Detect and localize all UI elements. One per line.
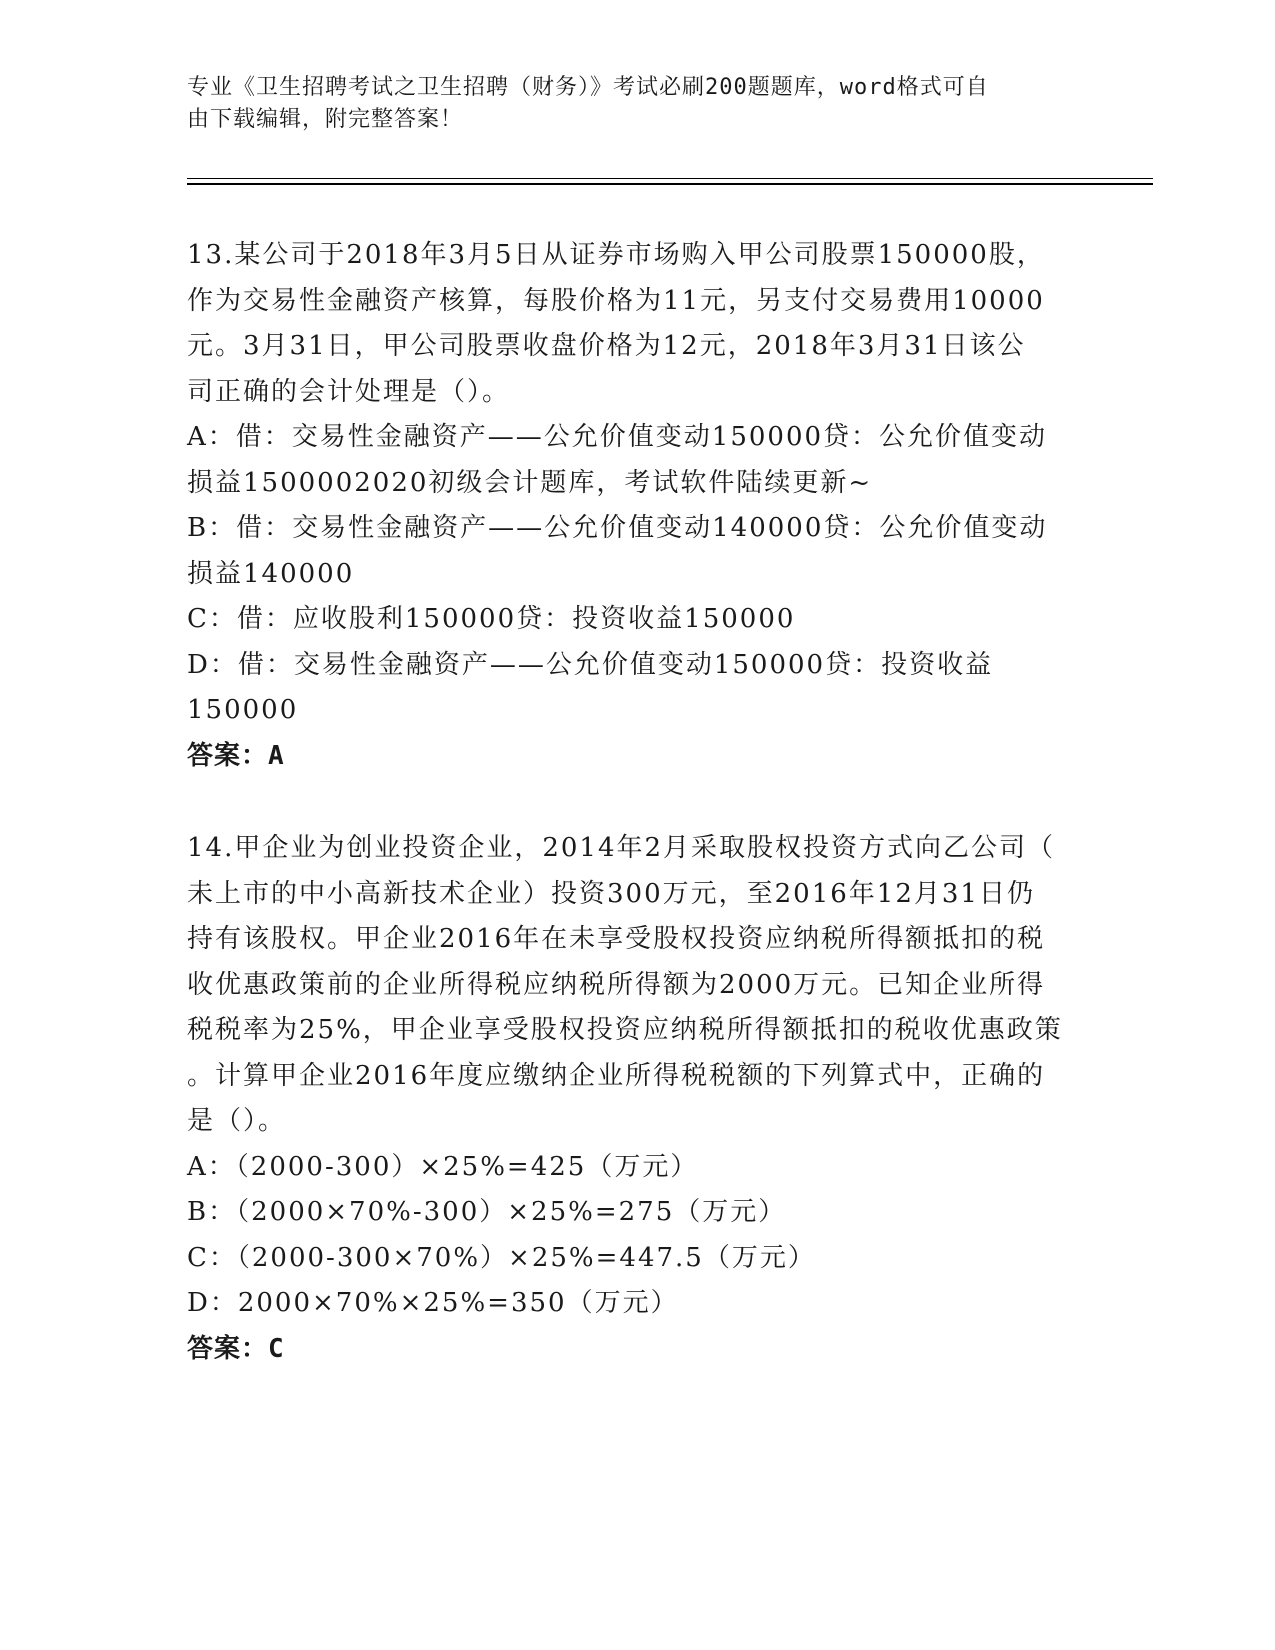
question-13-answer: [187, 734, 1087, 780]
header-line-2: 由下载编辑，附完整答案！: [187, 107, 464, 132]
question-13-option-a: A：借：交易性金融资产——公允价值变动150000贷：公允价值变动: [187, 422, 1048, 452]
header-divider-thin: [187, 178, 1153, 179]
question-14-stem-line-3: 持有该股权。甲企业2016年在未享受股权投资应纳税所得额抵扣的税: [187, 924, 1046, 954]
question-13-option-b: B：借：交易性金融资产——公允价值变动140000贷：公允价值变动: [187, 513, 1048, 543]
question-14-stem-line-4: 收优惠政策前的企业所得税应纳税所得额为2000万元。已知企业所得: [187, 969, 1046, 1000]
answer-value: A: [268, 740, 285, 771]
header-divider-thick: [187, 183, 1153, 185]
question-14-stem-line-2: 未上市的中小高新技术企业）投资300万元，至2016年12月31日仍: [187, 878, 1035, 909]
question-13-option-d: D：借：交易性金融资产——公允价值变动150000贷：投资收益: [187, 649, 994, 680]
question-14-option-b: B：（2000×70%-300）×25%=275（万元）: [187, 1197, 787, 1227]
question-13-stem-line-4: 司正确的会计处理是（）。: [187, 376, 511, 407]
document-header: [187, 72, 1087, 136]
answer-value: C: [268, 1333, 285, 1364]
question-13-stem-line-2: 作为交易性金融资产核算，每股价格为11元，另支付交易费用10000: [187, 285, 1045, 316]
question-13-option-b-cont: 损益140000: [187, 558, 355, 589]
question-13-option-d-cont: 150000: [187, 695, 299, 725]
question-14-stem-line-1: 14.甲企业为创业投资企业，2014年2月采取股权投资方式向乙公司（: [187, 833, 1056, 863]
question-13-stem-line-3: 元。3月31日，甲公司股票收盘价格为12元，2018年3月31日该公: [187, 331, 1026, 361]
question-14-answer: [187, 1327, 1087, 1373]
question-13-option-c: C：借：应收股利150000贷：投资收益150000: [187, 604, 796, 634]
answer-label: 答案：: [187, 740, 269, 771]
question-14-option-c: C：（2000-300×70%）×25%=447.5（万元）: [187, 1242, 816, 1273]
question-14-option-a: A：（2000-300）×25%=425（万元）: [187, 1151, 699, 1182]
question-14-stem-line-7: 是（）。: [187, 1106, 287, 1136]
question-14-stem-line-5: 税税率为25%，甲企业享受股权投资应纳税所得额抵扣的税收优惠政策: [187, 1015, 1063, 1045]
question-13-stem-line-1: 13.某公司于2018年3月5日从证券市场购入甲公司股票150000股，: [187, 240, 1045, 270]
question-13-option-a-cont: 损益1500002020初级会计题库，考试软件陆续更新~: [187, 467, 873, 498]
question-13: [187, 233, 1087, 779]
header-line-1: 专业《卫生招聘考试之卫生招聘（财务）》考试必刷200题题库，word格式可自: [187, 75, 989, 100]
answer-label: 答案：: [187, 1333, 269, 1364]
question-14: [187, 826, 1087, 1372]
question-14-option-d: D：2000×70%×25%=350（万元）: [187, 1288, 679, 1318]
question-14-stem-line-6: 。计算甲企业2016年度应缴纳企业所得税税额的下列算式中，正确的: [187, 1060, 1046, 1091]
